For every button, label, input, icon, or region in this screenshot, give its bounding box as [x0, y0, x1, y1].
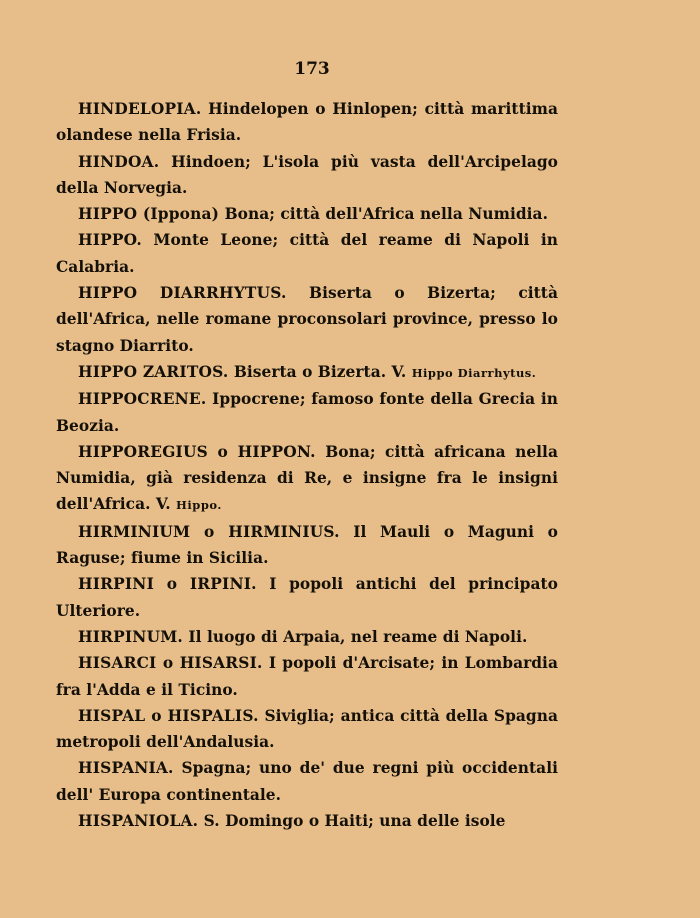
entry-headword: HIRMINIUM o HIRMINIUS. — [78, 522, 340, 541]
page-number: 173 — [294, 59, 330, 79]
dictionary-entry — [56, 571, 558, 624]
entry-definition: Ippocrene; famoso fonte della Grecia in Beozia. — [56, 390, 558, 435]
dictionary-entry — [56, 386, 558, 439]
entry-headword: HIRPINI o IRPINI. — [78, 575, 257, 594]
dictionary-entry — [56, 227, 558, 280]
entry-definition: Bona; città dell'Africa nella Numidia. — [224, 205, 548, 224]
dictionary-entry — [56, 96, 558, 149]
entry-definition: Il Mauli o Maguni o Raguse; fiume in Sicilia. — [56, 522, 558, 568]
entry-definition: Hindelopen o Hinlopen; città marittima olandese nella Frisia. — [56, 100, 558, 145]
entry-definition: I popoli d'Arcisate; in Lombardia fra l'Adda e il Ticino. — [56, 654, 558, 699]
dictionary-entries — [56, 96, 558, 834]
dictionary-entry — [56, 755, 558, 808]
entry-definition: Bona; città africana nella Numidia, già residenza di Re, e insigne fra le insigni dell'Africa. V. — [56, 442, 558, 514]
entry-definition: I popoli antichi del principato Ulteriore. — [56, 575, 558, 620]
entry-headword: HIRPINUM. — [78, 627, 183, 646]
entry-definition: Biserta o Bizerta; città dell'Africa, nelle romane proconsolari province, presso lo stagno Diarrito. — [56, 284, 558, 355]
dictionary-entry — [56, 808, 558, 834]
entry-headword: HISPAL o HISPALIS. — [78, 706, 259, 725]
cross-reference: Hippo Diarrhytus. — [411, 365, 537, 380]
entry-headword: HIPPO ZARITOS. — [78, 362, 229, 381]
dictionary-entry — [56, 703, 558, 756]
entry-headword: HISARCI o HISARSI. — [78, 654, 263, 673]
entry-headword: HIPPO DIARRHYTUS. — [78, 284, 287, 303]
dictionary-entry — [56, 519, 558, 572]
entry-definition: S. Domingo o Haiti; una delle isole — [203, 812, 506, 831]
cross-reference: Hippo. — [176, 498, 222, 513]
entry-definition: Biserta o Bizerta. V. — [233, 362, 407, 381]
dictionary-entry — [56, 149, 558, 202]
entry-headword: HISPANIA. — [78, 759, 174, 778]
entry-headword: HINDOA. — [78, 152, 160, 171]
dictionary-entry — [56, 201, 558, 227]
dictionary-entry — [56, 359, 558, 386]
dictionary-entry — [56, 624, 558, 650]
dictionary-entry — [56, 650, 558, 703]
entry-headword: HINDELOPIA. — [78, 100, 202, 118]
entry-definition: Siviglia; antica città della Spagna metropoli dell'Andalusia. — [56, 706, 558, 752]
entry-headword: HIPPO. — [78, 231, 142, 250]
entry-definition: Il luogo di Arpaia, nel reame di Napoli. — [188, 627, 528, 646]
entry-headword: HIPPOREGIUS o HIPPON. — [78, 442, 316, 461]
dictionary-entry — [56, 280, 558, 359]
entry-definition: Spagna; uno de' due regni più occidentali dell' Europa continentale. — [56, 759, 558, 804]
entry-definition: Hindoen; L'isola più vasta dell'Arcipelago della Norvegia. — [56, 152, 558, 197]
entry-headword: HISPANIOLA. — [78, 812, 199, 831]
entry-definition: Monte Leone; città del reame di Napoli in Calabria. — [56, 231, 558, 276]
dictionary-entry — [56, 439, 558, 519]
entry-headword: HIPPO (Ippona) — [78, 205, 220, 224]
entry-headword: HIPPOCRENE. — [78, 390, 207, 409]
